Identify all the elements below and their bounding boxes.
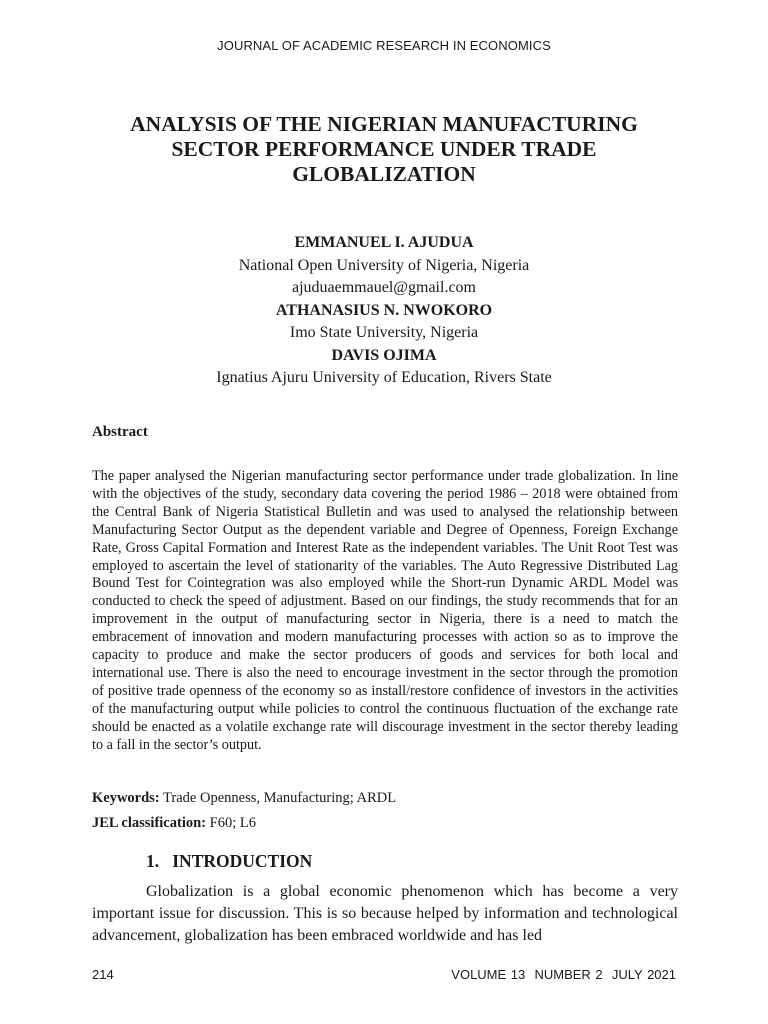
paper-title: ANALYSIS OF THE NIGERIAN MANUFACTURING SECTOR PERFORMANCE UNDER TRADE GLOBALIZATION xyxy=(130,112,638,186)
introduction-text: Globalization is a global economic phenomenon which has become a very important issue for discussion. This is so because helped by information and technological advancement, globalization has been embraced worldwide and has led xyxy=(92,883,678,944)
jel-label: JEL classification: xyxy=(92,815,206,831)
jel-classification-line xyxy=(92,815,256,832)
section-heading-introduction xyxy=(146,851,312,872)
journal-running-header: JOURNAL OF ACADEMIC RESEARCH IN ECONOMICS xyxy=(217,38,551,53)
keywords-label: Keywords: xyxy=(92,790,160,806)
jel-value: F60; L6 xyxy=(209,815,256,831)
author-name: ATHANASIUS N. NWOKORO xyxy=(275,301,493,319)
keywords-value: Trade Openness, Manufacturing; ARDL xyxy=(163,790,397,806)
author-affiliation: National Open University of Nigeria, Nigeria xyxy=(238,256,530,274)
abstract-text: The paper analysed the Nigerian manufacturing sector performance under trade globalization. In line with the objectives of the study, secondary data covering the period 1986 – 2018 were obtained from the Central Bank of Nigeria Statistical Bulletin and was used to analysed the relationship between Manufacturing Sector Output as the dependent variable and Degree of Openness, Foreign Exchange Rate, Gross Capital Formation and Interest Rate as the independent variables. The Unit Root Test was employed to ascertain the level of stationarity of the variables. The Auto Regressive Distributed Lag Bound Test for Cointegration was also employed while the Short-run Dynamic ARDL Model was conducted to check the speed of adjustment. Based on our findings, the study recommends that for an improvement in the output of manufacturing sector in Nigeria, there is a need to match the embracement of innovation and modern manufacturing processes with action so as to improve the capacity to produce and make the sector producers of goods and services for both local and international use. There is also the need to encourage investment in the sector through the promotion of positive trade openness of the economy so as install/restore confidence of investors in the activities of the manufacturing output while policies to control the continuous fluctuation of the exchange rate should be enacted as a volatile exchange rate will discourage investment in the sector thereby leading to a fall in the sector’s output. xyxy=(92,468,678,753)
volume-info xyxy=(451,967,676,982)
author-name: EMMANUEL I. AJUDUA xyxy=(294,234,474,251)
volume-info-text: VOLUME 13 NUMBER 2 JULY 2021 xyxy=(451,967,676,982)
author-name: DAVIS OJIMA xyxy=(331,346,437,364)
author-block xyxy=(0,232,768,390)
author-affiliation: Ignatius Ajuru University of Education, Rivers State xyxy=(216,369,552,386)
author-email[interactable]: ajuduaemmauel@gmail.com xyxy=(291,279,476,296)
keywords-line xyxy=(92,790,396,807)
abstract-heading: Abstract xyxy=(92,424,148,440)
author-affiliation: Imo State University, Nigeria xyxy=(289,324,479,341)
section-heading-text: 1. INTRODUCTION xyxy=(146,851,313,871)
page-number: 214 xyxy=(92,967,114,982)
